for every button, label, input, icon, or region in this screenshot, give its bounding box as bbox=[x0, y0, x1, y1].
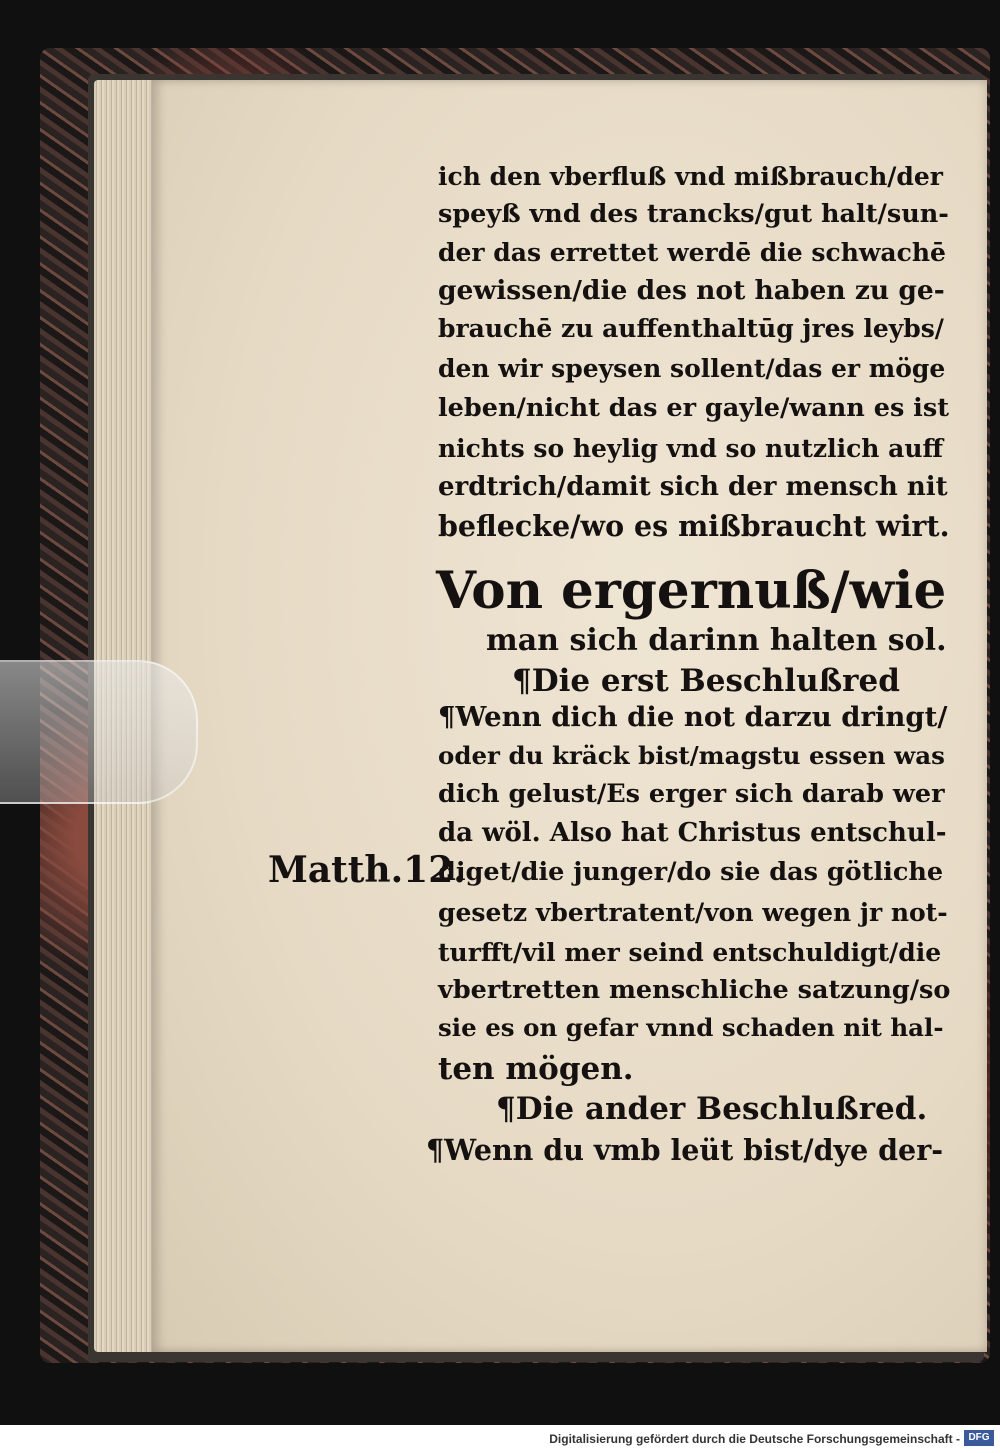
text-line: den wir speysen sollent/das er möge bbox=[438, 354, 946, 383]
margin-note: Matth.12. bbox=[268, 849, 466, 891]
text-line: ich den vberfluß vnd mißbrauch/der bbox=[438, 162, 943, 191]
section-heading: Von ergernuß/wie bbox=[436, 561, 947, 621]
footer-bar bbox=[0, 1425, 1000, 1453]
text-line: nichts so heylig vnd so nutzlich auff bbox=[438, 434, 944, 463]
text-line: brauchē zu auffenthaltūg jres leybs/ bbox=[438, 314, 944, 343]
text-line: der das errettet werdē die schwachē bbox=[438, 238, 946, 267]
bookmark-clip bbox=[0, 660, 198, 804]
text-line: vbertretten menschliche satzung/so bbox=[438, 975, 951, 1005]
text-line: turfft/vil mer seind entschuldigt/die bbox=[438, 938, 942, 967]
text-line: gewissen/die des not haben zu ge- bbox=[438, 275, 945, 306]
text-line: speyß vnd des trancks/gut halt/sun- bbox=[438, 199, 949, 229]
text-line: gesetz vbertratent/von wegen jr not- bbox=[438, 898, 948, 927]
text-line: diget/die junger/do sie das götliche bbox=[438, 857, 944, 887]
text-line: ¶Wenn dich die not darzu dringt/ bbox=[438, 701, 948, 733]
section-subheading: man sich darinn halten sol. bbox=[486, 623, 947, 658]
text-line: oder du kräck bist/magstu essen was bbox=[438, 741, 945, 770]
text-line: erdtrich/damit sich der mensch nit bbox=[438, 472, 948, 502]
text-line: ten mögen. bbox=[438, 1051, 634, 1087]
text-line: beflecke/wo es mißbraucht wirt. bbox=[438, 509, 950, 543]
text-line: sie es on gefar vnnd schaden nit hal- bbox=[438, 1013, 944, 1042]
text-line: leben/nicht das er gayle/wann es ist bbox=[438, 393, 949, 423]
text-line: da wöl. Also hat Christus entschul- bbox=[438, 818, 947, 848]
dfg-logo: DFG bbox=[964, 1430, 994, 1446]
thesis-label: ¶Die erst Beschlußred bbox=[512, 663, 900, 699]
text-line: dich gelust/Es erger sich darab wer bbox=[438, 779, 945, 809]
thesis-label: ¶Die ander Beschlußred. bbox=[496, 1091, 928, 1127]
footer-credit: Digitalisierung gefördert durch die Deutsche Forschungsgemeinschaft - bbox=[549, 1432, 960, 1446]
text-line: ¶Wenn du vmb leüt bist/dye der- bbox=[426, 1133, 944, 1167]
